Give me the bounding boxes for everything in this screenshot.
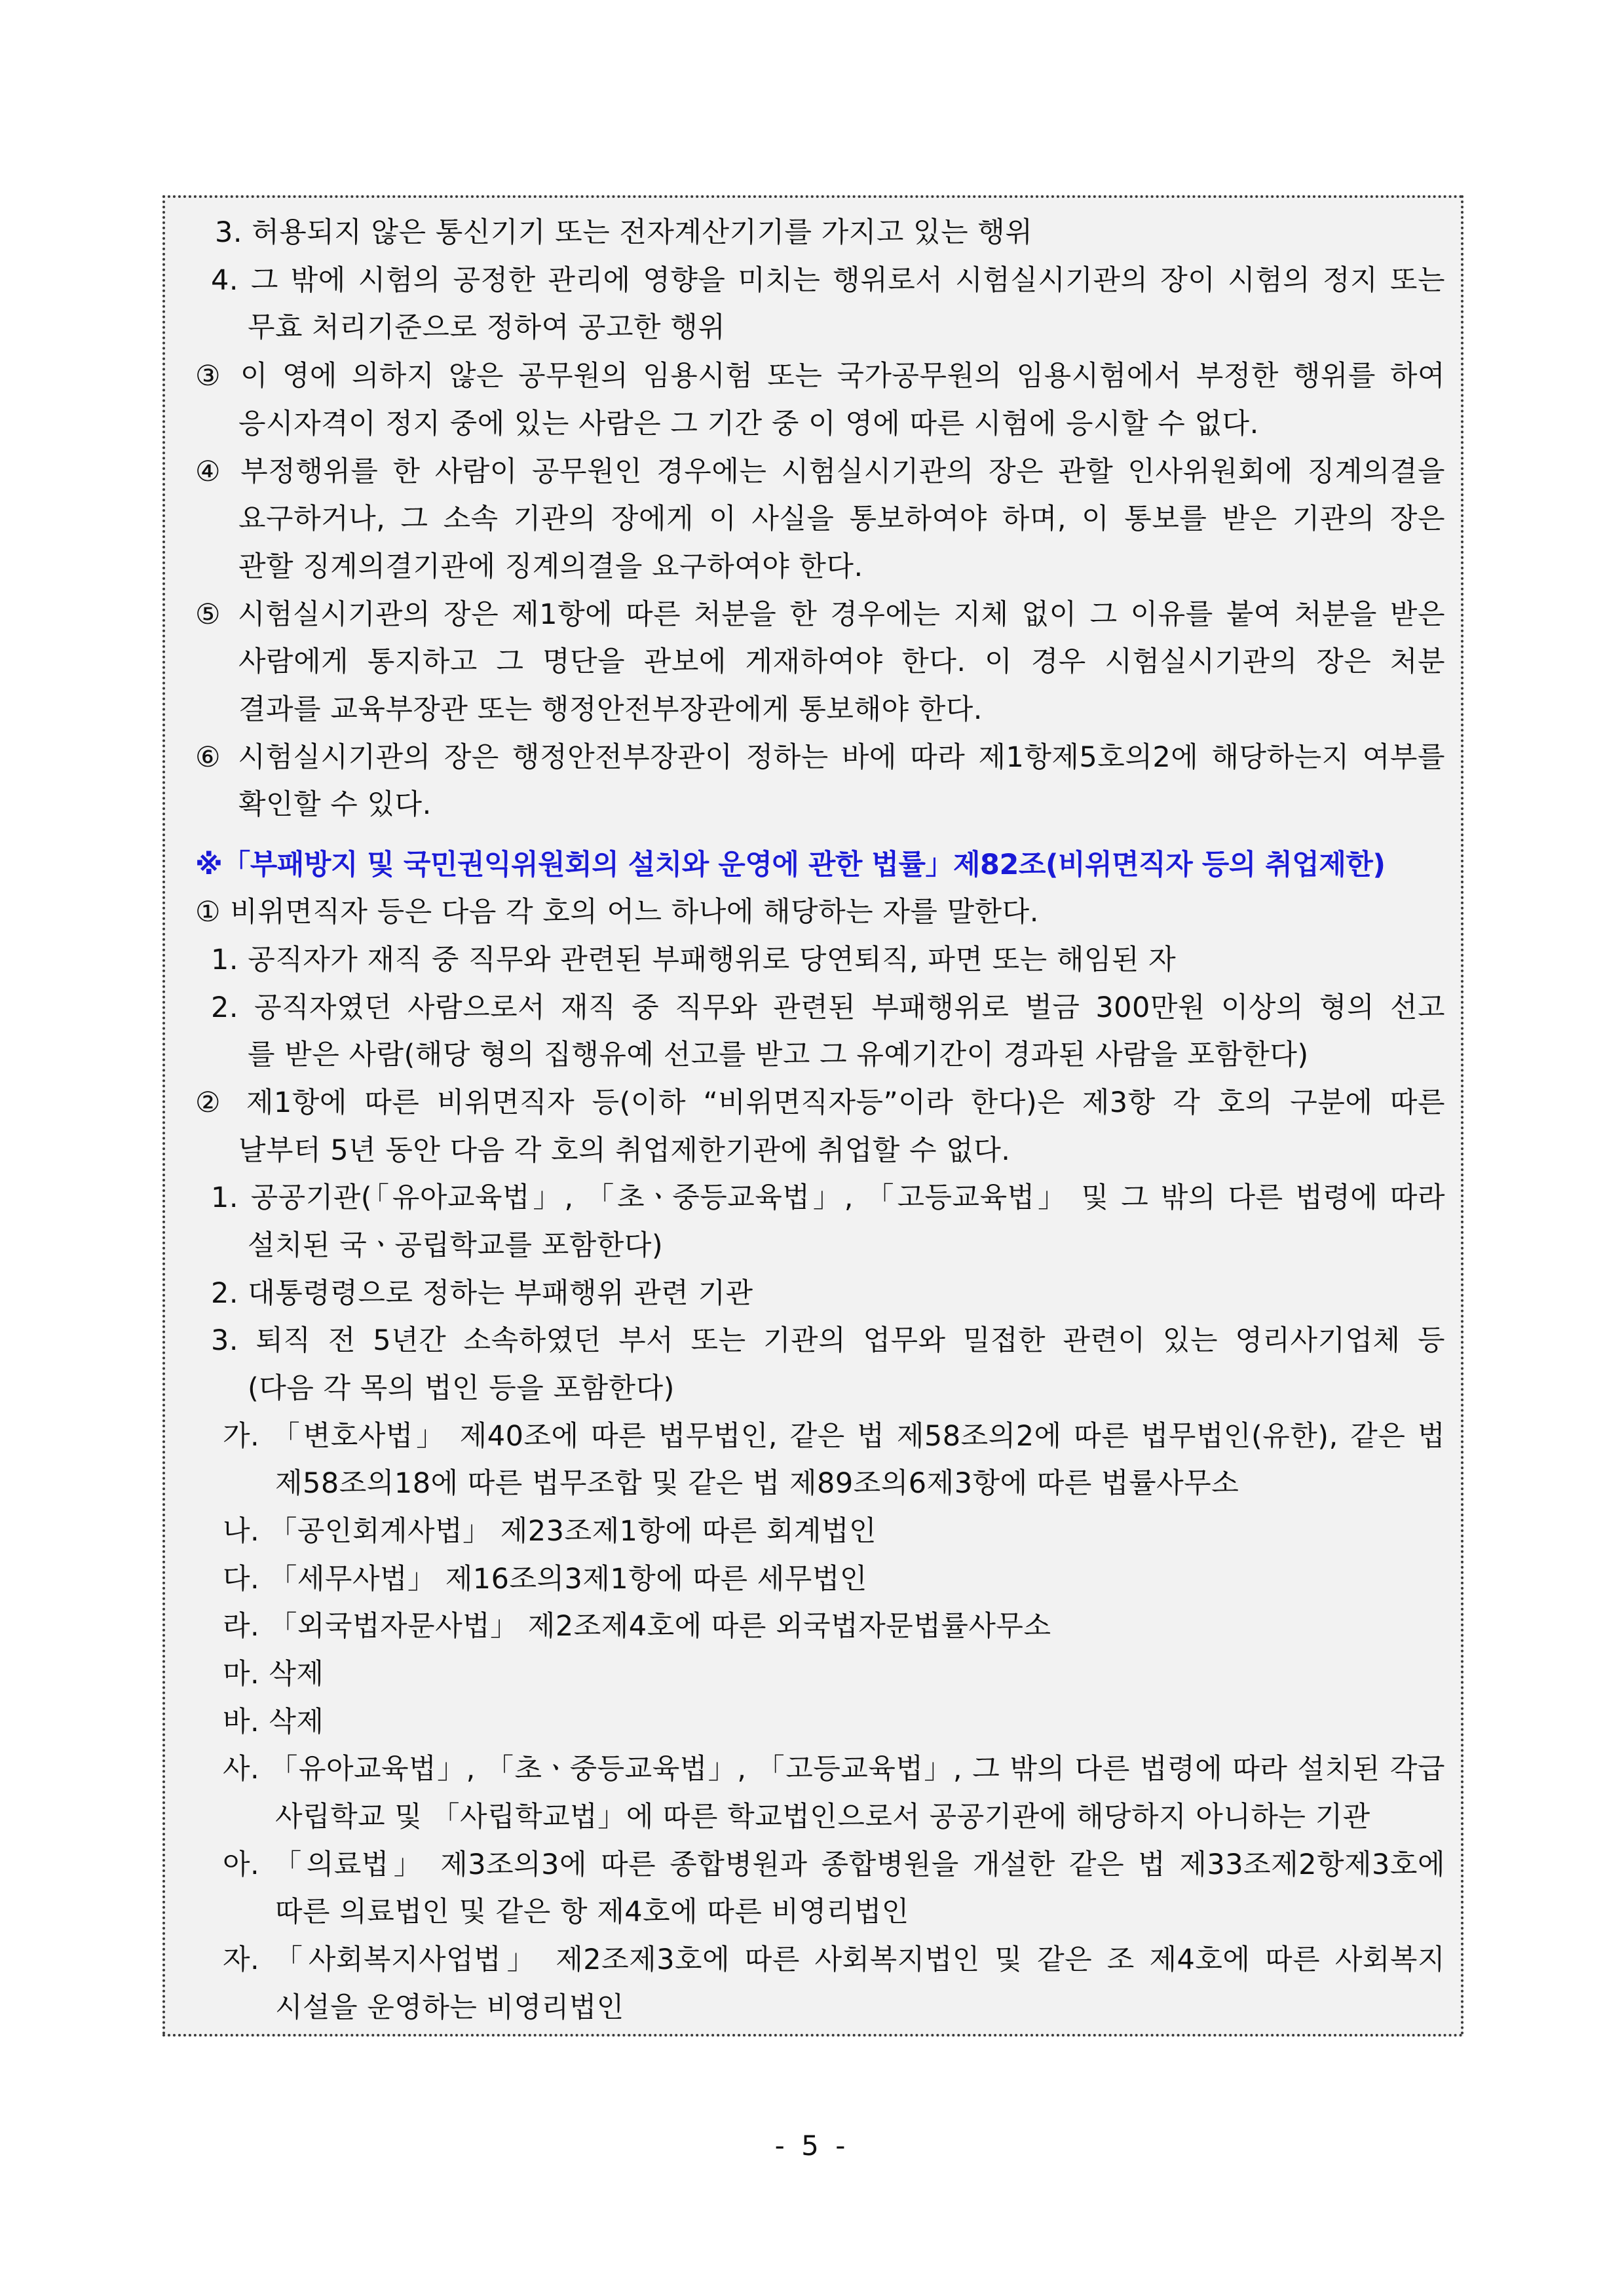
paragraph-5: ⑤ 시험실시기관의 장은 제1항에 따른 처분을 한 경우에는 지체 없이 그 이유를 붙여 처분을 받은 [195, 598, 1445, 631]
article-paragraph-1: ① 비위면직자 등은 다음 각 호의 어느 하나에 해당하는 자를 말한다. [195, 896, 1039, 928]
sub-item-da: 다. 「세무사법」 제16조의3제1항에 따른 세무법인 [223, 1563, 867, 1596]
sub-item-sa: 사. 「유아교육법」, 「초ㆍ중등교육법」, 「고등교육법」, 그 밖의 다른 법령에 따라 설치된 각급 [223, 1753, 1445, 1786]
paragraph-4-cont-1: 요구하거나, 그 소속 기관의 장에게 이 사실을 통보하여야 하며, 이 통보를 받은 기관의 장은 [238, 503, 1445, 535]
paragraph-6: ⑥ 시험실시기관의 장은 행정안전부장관이 정하는 바에 따라 제1항제5호의2에 해당하는지 여부를 [195, 741, 1445, 774]
paragraph-5-cont-2: 결과를 교육부장관 또는 행정안전부장관에게 통보해야 한다. [238, 693, 983, 726]
sub-item-ga: 가. 「변호사법」 제40조에 따른 법무법인, 같은 법 제58조의2에 따른 법무법인(유한), 같은 법 [223, 1420, 1445, 1453]
restricted-item-3-cont: (다음 각 목의 법인 등을 포함한다) [248, 1372, 675, 1405]
sub-item-na: 나. 「공인회계사법」 제23조제1항에 따른 회계법인 [223, 1515, 877, 1548]
sub-item-ra: 라. 「외국법자문사법」 제2조제4호에 따른 외국법자문법률사무소 [223, 1610, 1051, 1643]
list-item-4: 4. 그 밖에 시험의 공정한 관리에 영향을 미치는 행위로서 시험실시기관의 장이 시험의 정지 또는 [211, 264, 1445, 297]
sub-item-ja-cont: 시설을 운영하는 비영리법인 [275, 1991, 624, 2024]
sub-item-ga-cont: 제58조의18에 따른 법무조합 및 같은 법 제89조의6제3항에 따른 법률사무소 [275, 1467, 1239, 1500]
article-item-2: 2. 공직자였던 사람으로서 재직 중 직무와 관련된 부패행위로 벌금 300만원 이상의 형의 선고 [211, 991, 1445, 1024]
page-number: - 5 - [774, 2130, 850, 2162]
section-heading: ※「부패방지 및 국민권익위원회의 설치와 운영에 관한 법률」제82조(비위면직자 등의 취업제한) [195, 849, 1386, 881]
paragraph-6-cont: 확인할 수 있다. [238, 788, 432, 821]
sub-item-a: 아. 「의료법」 제3조의3에 따른 종합병원과 종합병원을 개설한 같은 법 제33조제2항제3호에 [223, 1848, 1445, 1881]
paragraph-3-cont: 응시자격이 정지 중에 있는 사람은 그 기간 중 이 영에 따른 시험에 응시할 수 없다. [238, 408, 1259, 440]
list-item-3: 3. 허용되지 않은 통신기기 또는 전자계산기기를 가지고 있는 행위 [215, 216, 1033, 249]
sub-item-ja: 자. 「사회복지사업법」 제2조제3호에 따른 사회복지법인 및 같은 조 제4호에 따른 사회복지 [223, 1943, 1445, 1976]
restricted-item-2: 2. 대통령령으로 정하는 부패행위 관련 기관 [211, 1277, 753, 1310]
restricted-item-1-cont: 설치된 국ㆍ공립학교를 포함한다) [248, 1229, 664, 1262]
restricted-item-3: 3. 퇴직 전 5년간 소속하였던 부서 또는 기관의 업무와 밀접한 관련이 있는 영리사기업체 등 [211, 1324, 1445, 1357]
article-paragraph-2-cont: 날부터 5년 동안 다음 각 호의 취업제한기관에 취업할 수 없다. [238, 1134, 1011, 1167]
sub-item-ba: 바. 삭제 [223, 1706, 324, 1738]
paragraph-4-cont-2: 관할 징계의결기관에 징계의결을 요구하여야 한다. [238, 550, 863, 583]
paragraph-3: ③ 이 영에 의하지 않은 공무원의 임용시험 또는 국가공무원의 임용시험에서 부정한 행위를 하여 [195, 360, 1445, 392]
paragraph-5-cont-1: 사람에게 통지하고 그 명단을 관보에 게재하여야 한다. 이 경우 시험실시기관의 장은 처분 [238, 645, 1445, 678]
restricted-item-1: 1. 공공기관(「유아교육법」, 「초ㆍ중등교육법」, 「고등교육법」 및 그 밖의 다른 법령에 따라 [211, 1181, 1445, 1214]
article-paragraph-2: ② 제1항에 따른 비위면직자 등(이하 “비위면직자등”이라 한다)은 제3항 각 호의 구분에 따른 [195, 1086, 1445, 1119]
list-item-4-cont: 무효 처리기준으로 정하여 공고한 행위 [248, 311, 726, 344]
article-item-2-cont: 를 받은 사람(해당 형의 집행유예 선고를 받고 그 유예기간이 경과된 사람을 포함한다) [248, 1039, 1309, 1071]
sub-item-a-cont: 따른 의료법인 및 같은 항 제4호에 따른 비영리법인 [275, 1896, 909, 1928]
article-item-1: 1. 공직자가 재직 중 직무와 관련된 부패행위로 당연퇴직, 파면 또는 해임된 자 [211, 944, 1177, 976]
sub-item-ma: 마. 삭제 [223, 1658, 324, 1691]
sub-item-sa-cont: 사립학교 및 「사립학교법」에 따른 학교법인으로서 공공기관에 해당하지 아니하는 기관 [275, 1801, 1370, 1833]
paragraph-4: ④ 부정행위를 한 사람이 공무원인 경우에는 시험실시기관의 장은 관할 인사위원회에 징계의결을 [195, 455, 1445, 488]
